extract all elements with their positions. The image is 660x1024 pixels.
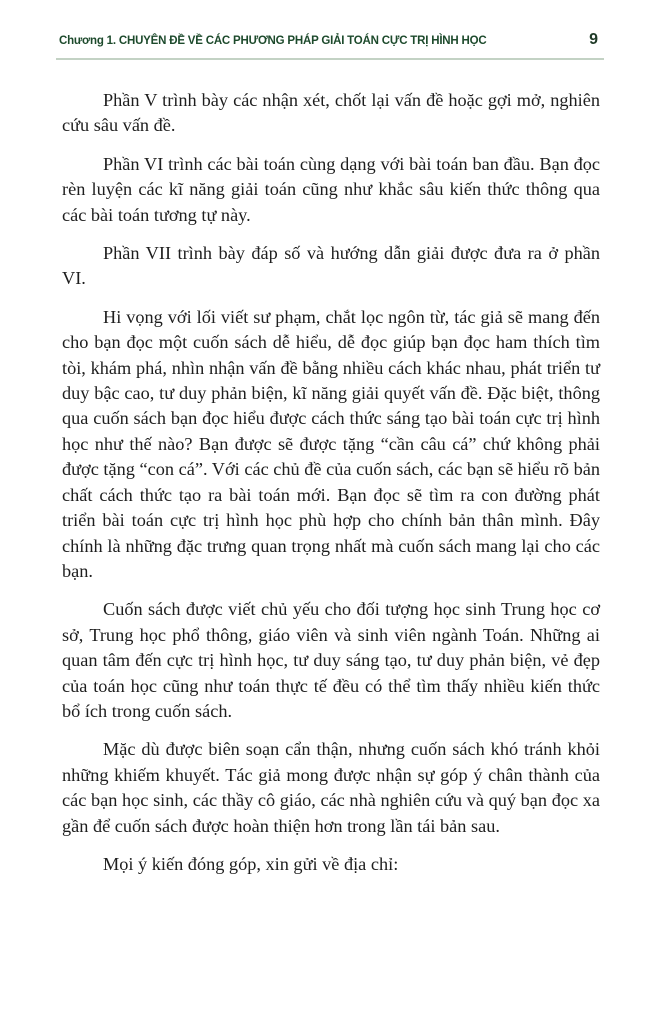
page-number: 9 xyxy=(589,31,598,48)
running-header-title: Chương 1. CHUYÊN ĐỀ VỀ CÁC PHƯƠNG PHÁP GIẢI TOÁN CỰC TRỊ HÌNH HỌC xyxy=(59,35,487,47)
paragraph-audience: Cuốn sách được viết chủ yếu cho đối tượng học sinh Trung học cơ sở, Trung học phổ thông, giáo viên và sinh viên ngành Toán. Những ai quan tâm đến cực trị hình học, tư duy sáng tạo, tư duy phản biện, vẻ đẹp của toán học cũng như toán thực tế đều có thể tìm thấy nhiều kiến thức bổ ích trong cuốn sách. xyxy=(62,599,600,721)
paragraph-part-v: Phần V trình bày các nhận xét, chốt lại vấn đề hoặc gợi mở, nghiên cứu sâu vấn đề. xyxy=(62,90,600,136)
paragraph-part-vi: Phần VI trình các bài toán cùng dạng với bài toán ban đầu. Bạn đọc rèn luyện các kĩ năng giải toán cũng như khắc sâu kiến thức thông qua các bài toán tương tự này. xyxy=(62,153,600,225)
paragraph-part-vii: Phần VII trình bày đáp số và hướng dẫn giải được đưa ra ở phần VI. xyxy=(62,243,600,289)
paragraph-contact: Mọi ý kiến đóng góp, xin gửi về địa chỉ: xyxy=(103,853,399,874)
header-divider xyxy=(56,58,604,60)
page-body xyxy=(62,88,600,890)
paragraph-hope: Hi vọng với lối viết sư phạm, chắt lọc ngôn từ, tác giả sẽ mang đến cho bạn đọc một cuốn sách dễ hiểu, dễ đọc giúp bạn đọc ham thích tìm tòi, khám phá, nhìn nhận vấn đề bằng nhiều cách khác nhau, phát triển tư duy bậc cao, tư duy phản biện, kĩ năng giải quyết vấn đề. Đặc biệt, thông qua cuốn sách bạn đọc hiểu được cách thức sáng tạo bài toán cực trị hình học như thế nào? Bạn được sẽ được tặng “cần câu cá” chứ không phải được tặng “con cá”. Với các chủ đề của cuốn sách, các bạn sẽ hiểu rõ bản chất cách thức tạo ra bài toán mới. Bạn đọc sẽ tìm ra con đường phát triển bài toán cực trị hình học phù hợp cho chính bản thân mình. Đây chính là những đặc trưng quan trọng nhất mà cuốn sách mang lại cho các bạn. xyxy=(62,306,600,581)
paragraph-feedback: Mặc dù được biên soạn cẩn thận, nhưng cuốn sách khó tránh khỏi những khiếm khuyết. Tác giả mong được nhận sự góp ý chân thành của các bạn học sinh, các thầy cô giáo, các nhà nghiên cứu và quý bạn đọc xa gần để cuốn sách được hoàn thiện hơn trong lần tái bản sau. xyxy=(62,739,600,836)
